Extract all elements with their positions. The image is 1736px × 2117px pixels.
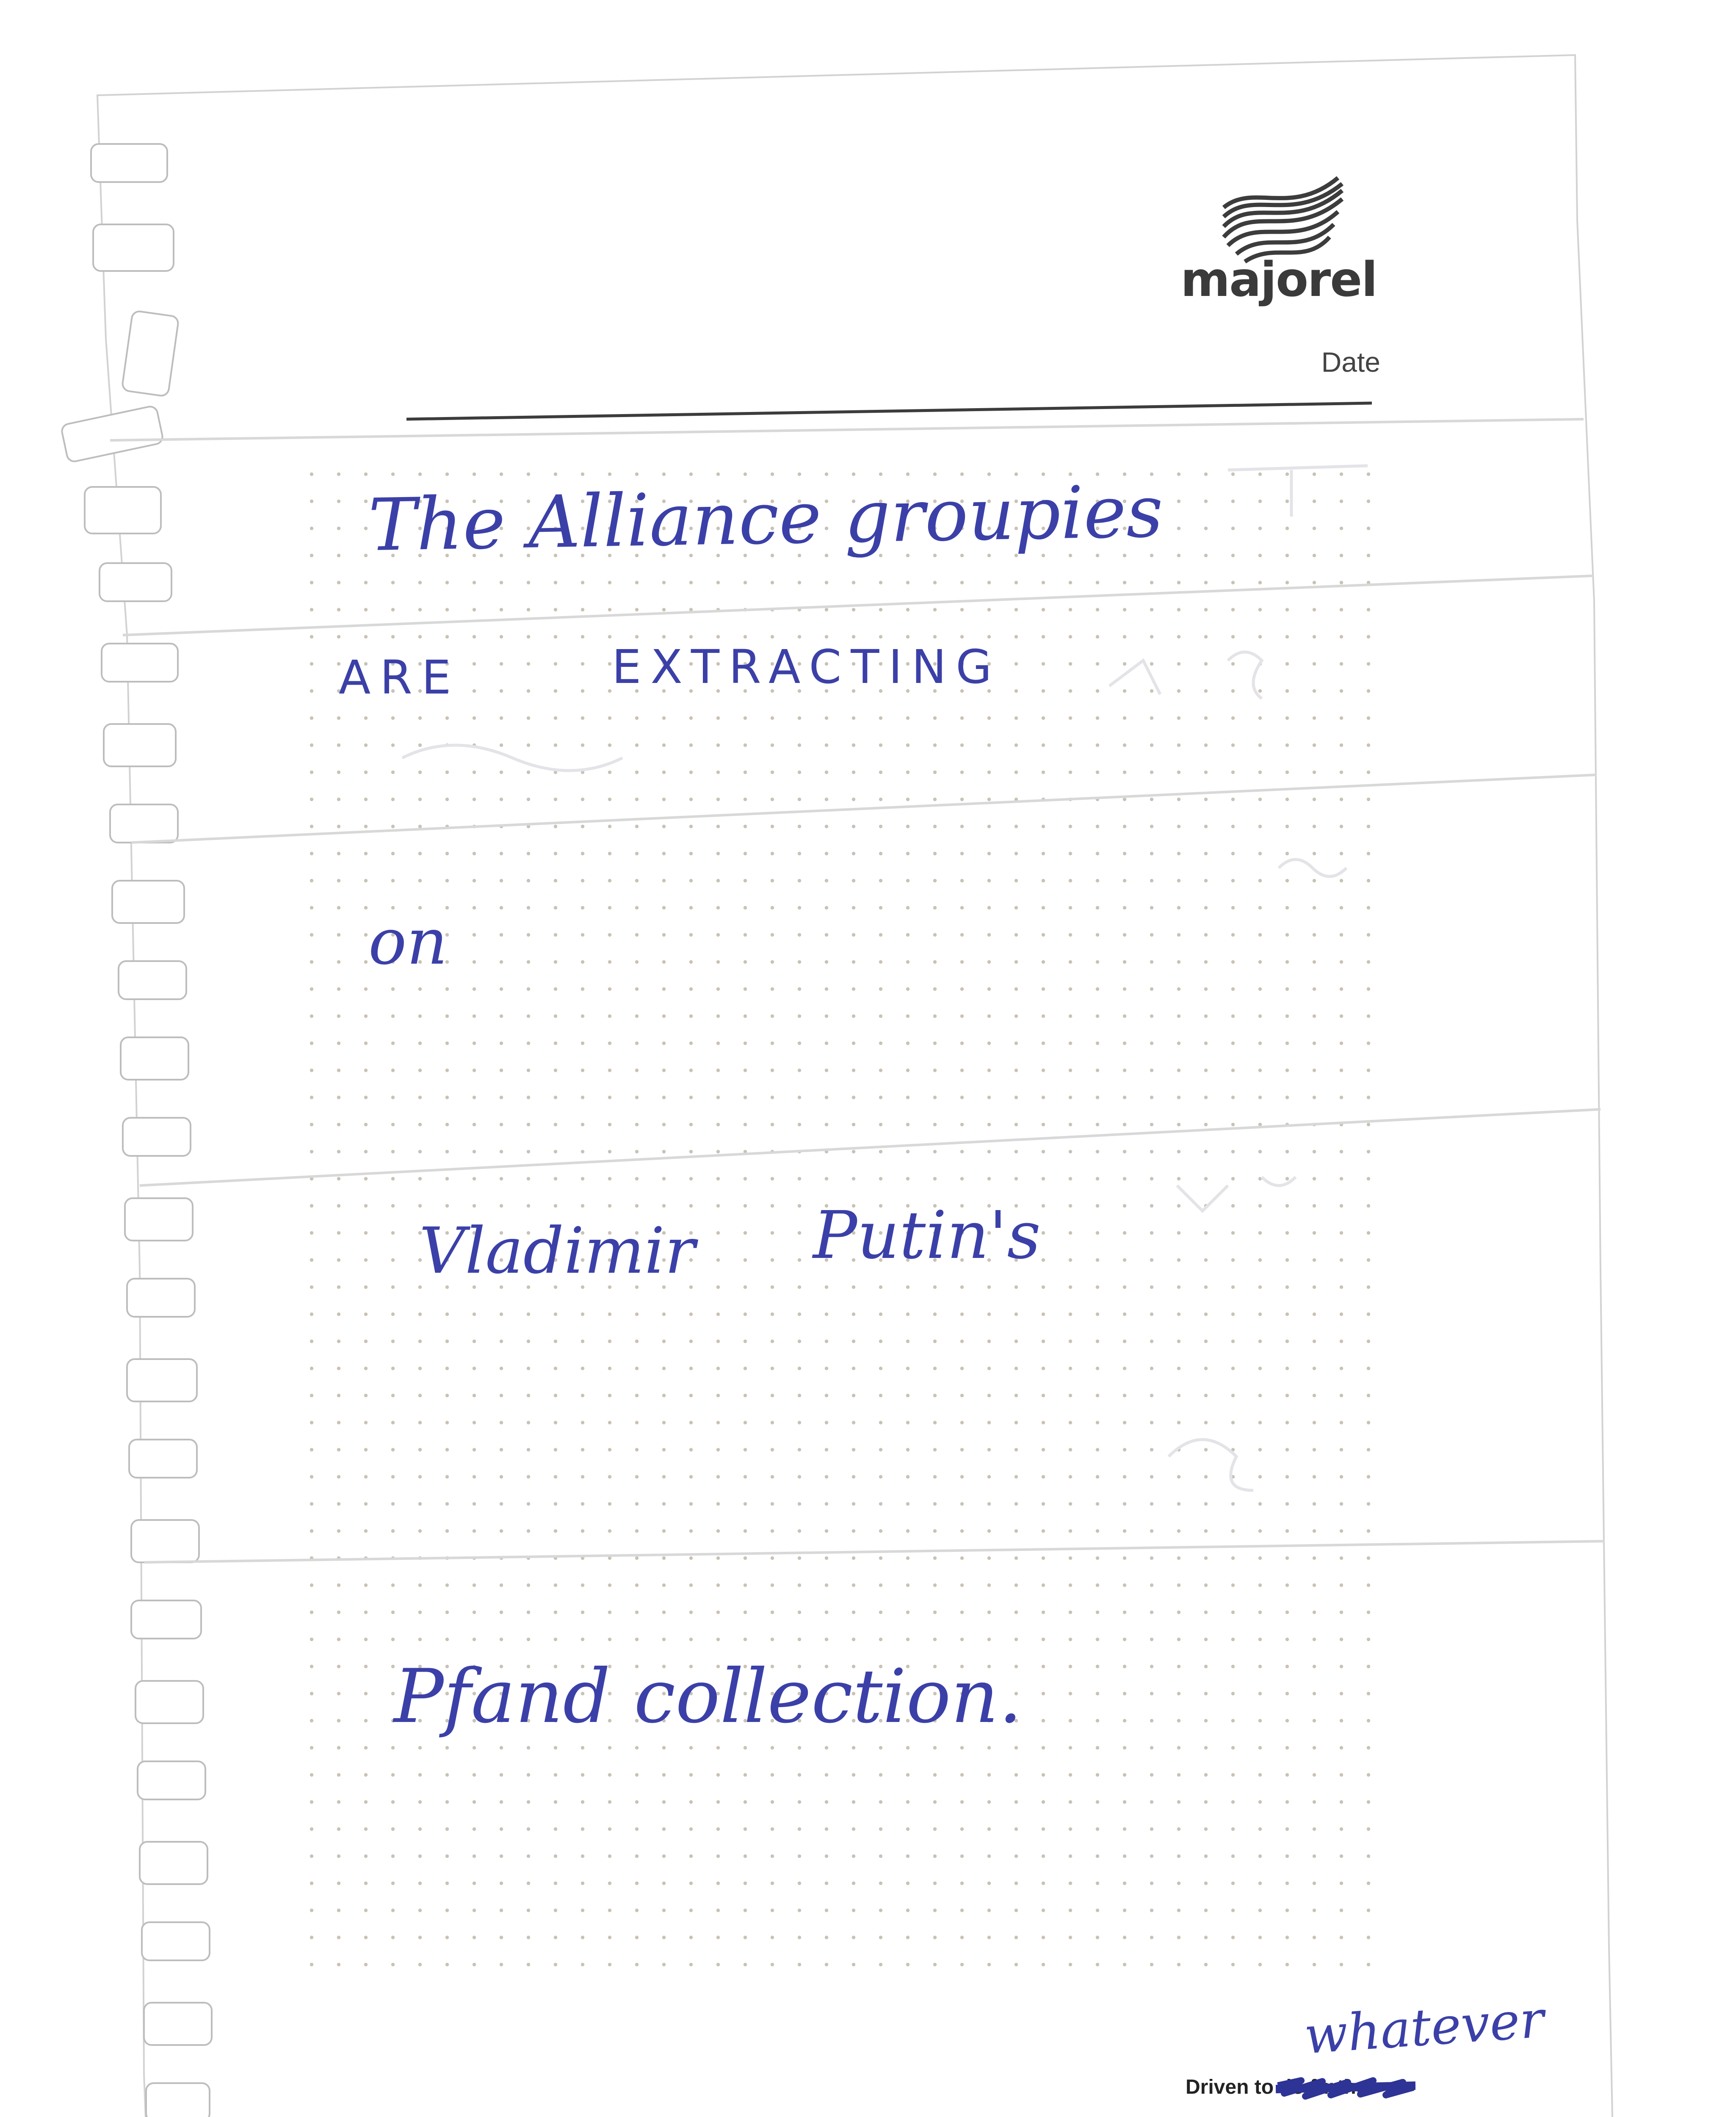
- handwritten-line-2-word-1: ARE: [339, 650, 461, 705]
- handwritten-line-2-word-2: EXTRACTING: [612, 640, 1001, 694]
- handwritten-line-4-word-1: Vladimir: [419, 1214, 695, 1288]
- handwritten-replacement: whatever: [1302, 1990, 1546, 2066]
- brand-name: majorel: [1180, 252, 1377, 307]
- struck-word: [1279, 2070, 1375, 2104]
- handwritten-line-4-word-2: Putin's: [813, 1197, 1041, 1274]
- tagline-prefix: Driven to: [1186, 2076, 1274, 2098]
- brand-header: [1177, 184, 1380, 311]
- scribble-strike: [1276, 2073, 1415, 2103]
- handwritten-line-3: on: [368, 905, 448, 979]
- handwritten-line-1: The Alliance groupies: [368, 470, 1164, 568]
- date-label: Date: [1321, 346, 1380, 378]
- handwritten-line-5: Pfand collection.: [394, 1654, 1023, 1740]
- footer-tagline: [1186, 2070, 1375, 2104]
